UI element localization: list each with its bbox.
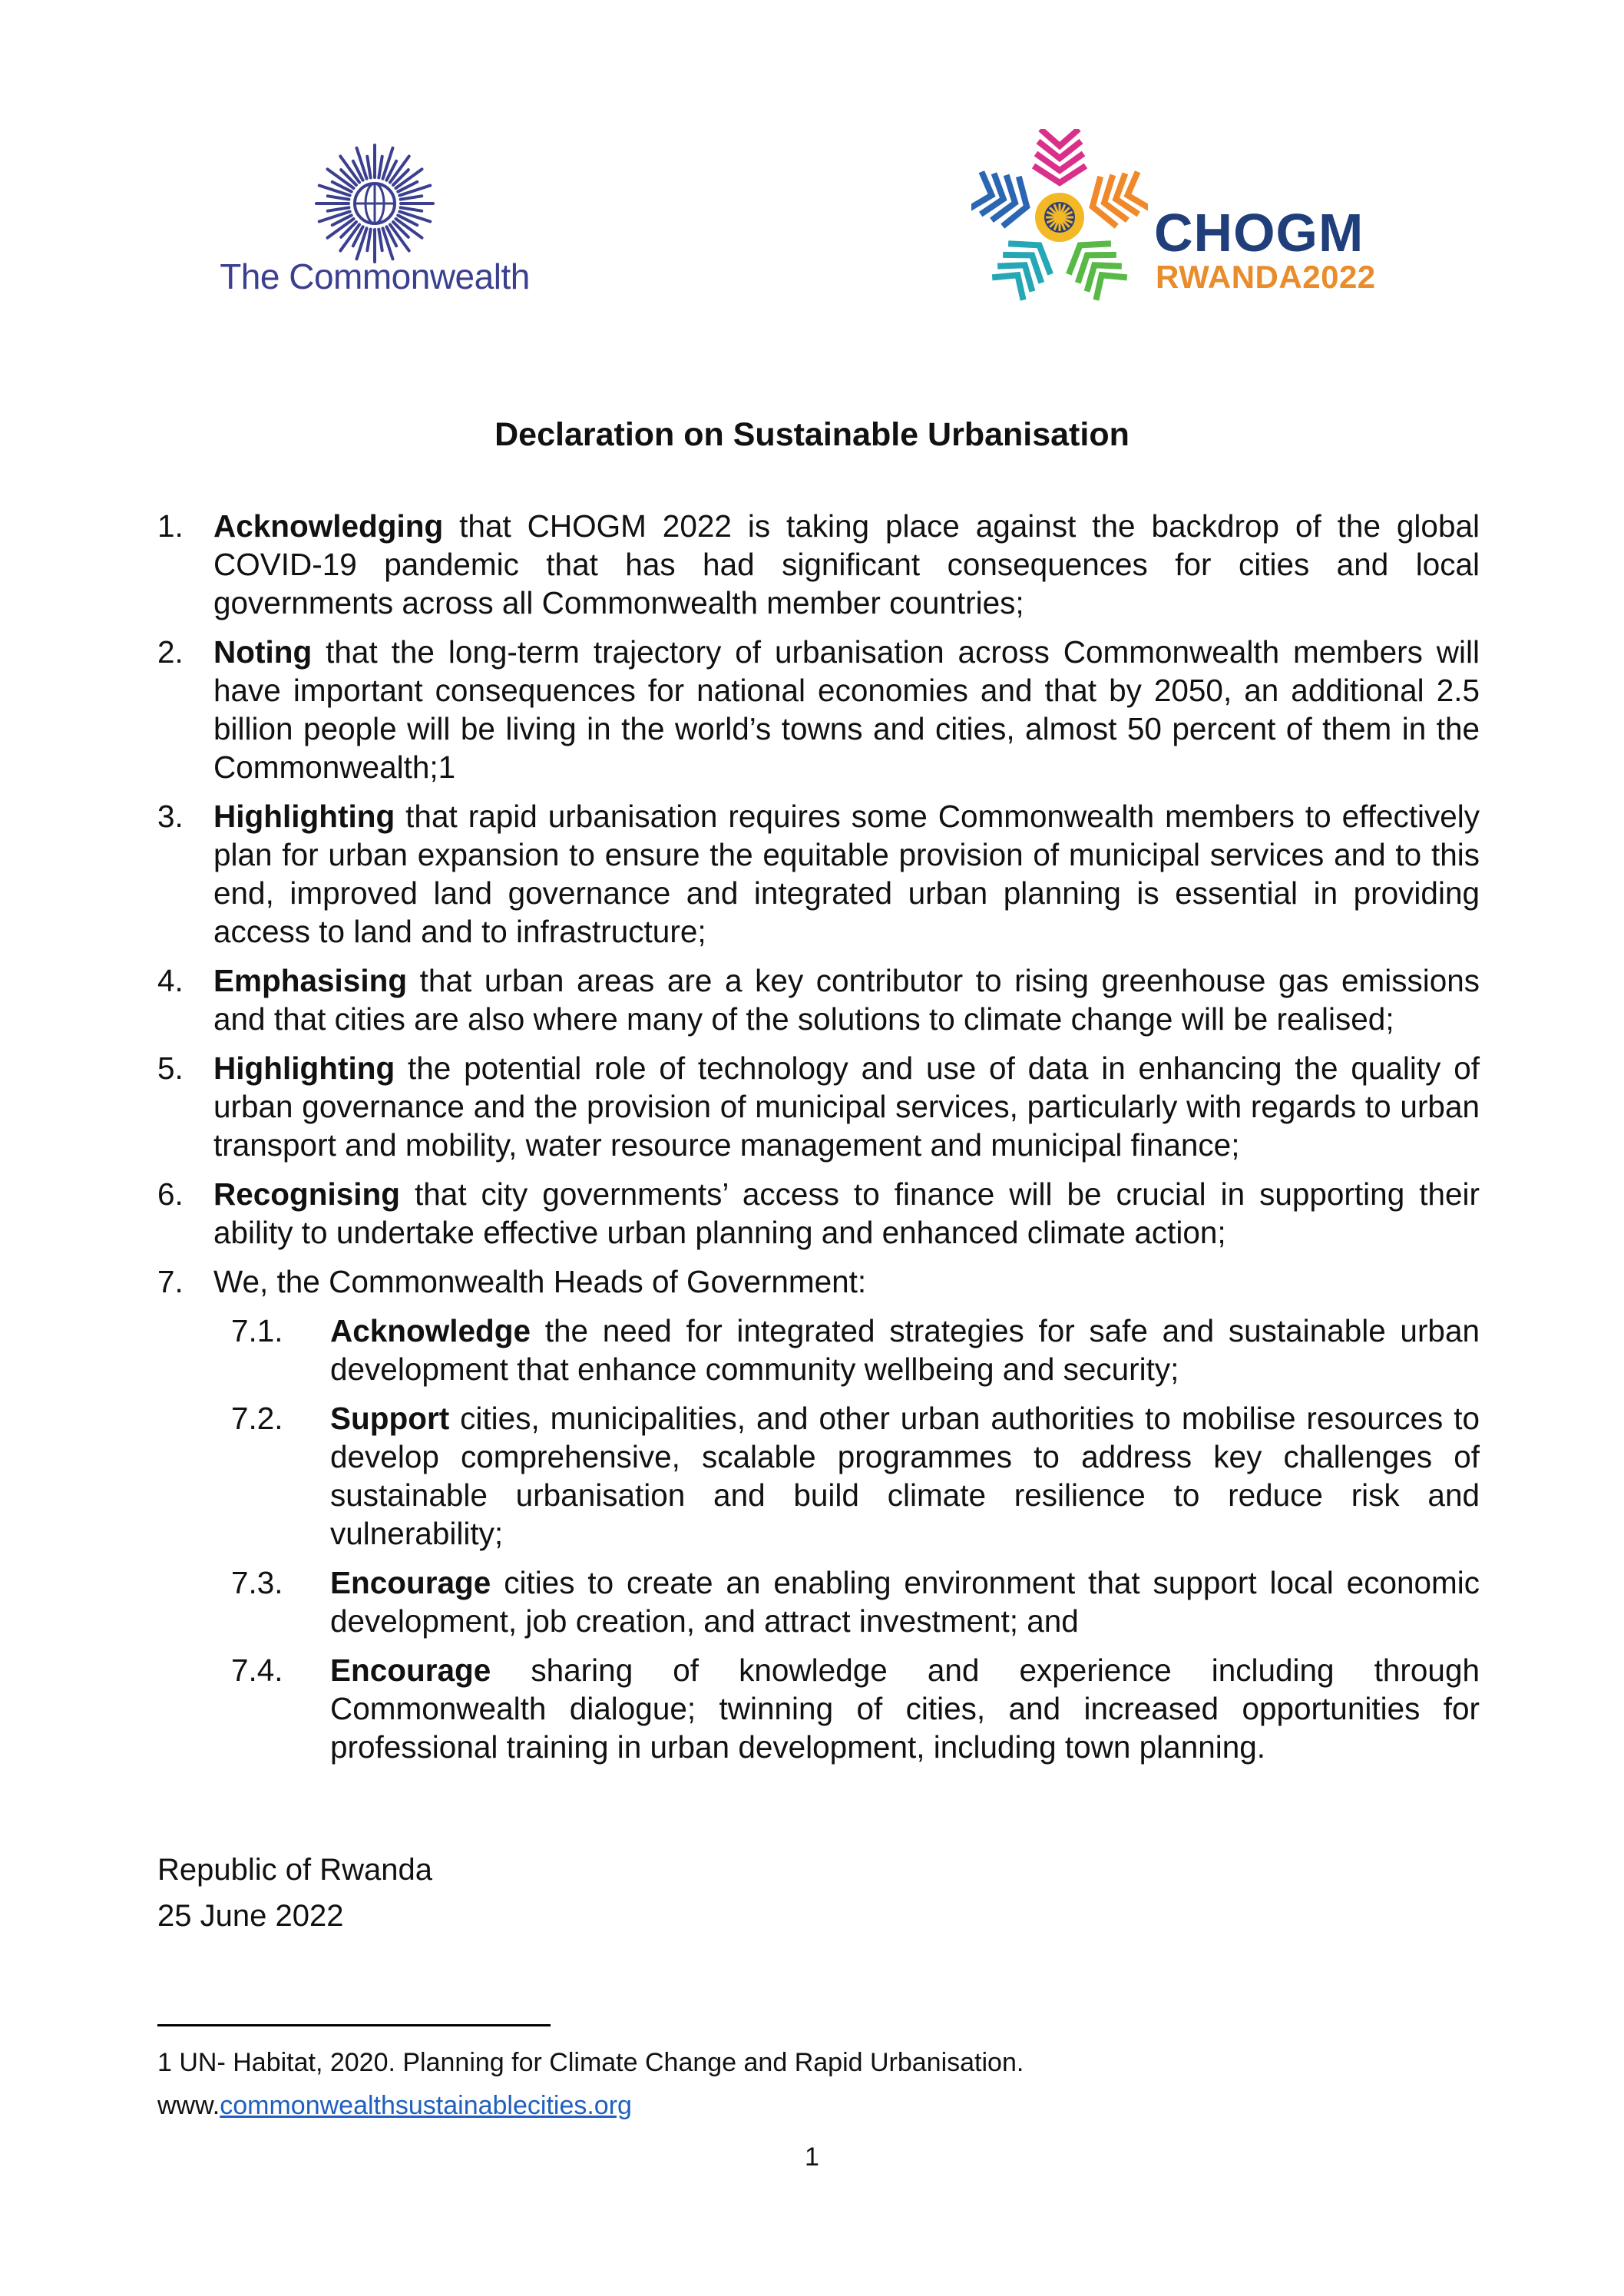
commonwealth-logo-text: The Commonwealth bbox=[220, 256, 530, 296]
item-lead: Highlighting bbox=[213, 799, 395, 834]
item-text: the potential role of technology and use of data in enhancing the quality of urban governance and the provision of municipal services, particularly with regards to urban transport and mobility, water resource management and municipal finance; bbox=[213, 1050, 1480, 1163]
commonwealth-logo bbox=[206, 142, 544, 311]
item-number: 7. bbox=[157, 1264, 184, 1299]
footnote-url bbox=[157, 2084, 1478, 2127]
subitem-lead: Support bbox=[330, 1401, 450, 1436]
item-number: 1. bbox=[157, 508, 184, 544]
signature-block bbox=[157, 1847, 432, 1939]
footnote-divider bbox=[157, 2024, 551, 2026]
item-number: 3. bbox=[157, 799, 184, 834]
subitem-lead: Encourage bbox=[330, 1653, 491, 1688]
chogm-logo bbox=[971, 129, 1401, 306]
list-item bbox=[157, 961, 1480, 1038]
item-lead: Recognising bbox=[213, 1176, 401, 1212]
subitem-text: the need for integrated strategies for safe and sustainable urban development that enhance community wellbeing and security; bbox=[330, 1313, 1480, 1387]
item-lead: Highlighting bbox=[213, 1050, 395, 1086]
item-text: that city governments’ access to finance will be crucial in supporting their ability to undertake effective urban planning and enhanced climate action; bbox=[213, 1176, 1480, 1250]
item-lead: Noting bbox=[213, 634, 313, 670]
item-number: 6. bbox=[157, 1176, 184, 1212]
subitem-text: sharing of knowledge and experience including through Commonwealth dialogue; twinning of cities, and increased opportunities for professional training in urban development, including town planning. bbox=[330, 1653, 1480, 1765]
chogm-star-icon bbox=[971, 129, 1148, 306]
item-text: that CHOGM 2022 is taking place against the backdrop of the global COVID-19 pandemic that has had significant consequences for cities and local governments across all Commonwealth member countries; bbox=[213, 508, 1480, 620]
footnote-url-prefix: www. bbox=[157, 2091, 220, 2120]
sub-list-item bbox=[157, 1399, 1480, 1553]
subitem-number: 7.4. bbox=[231, 1653, 283, 1688]
footnote-text: 1 UN- Habitat, 2020. Planning for Climate Change and Rapid Urbanisation. bbox=[157, 2048, 1024, 2077]
subitem-text: cities to create an enabling environment that support local economic development, job creation, and attract investment; and bbox=[330, 1565, 1480, 1639]
chogm-logo-text: CHOGM bbox=[1154, 203, 1364, 263]
signature-place: Republic of Rwanda bbox=[157, 1853, 432, 1887]
list-item bbox=[157, 1049, 1480, 1164]
declaration-list bbox=[157, 507, 1480, 1777]
signature-date: 25 June 2022 bbox=[157, 1899, 344, 1933]
chogm-logo-subtext: RWANDA2022 bbox=[1156, 259, 1376, 295]
item-text: that the long-term trajectory of urbanisation across Commonwealth members will have important consequences for national economies and that by 2050, an additional 2.5 billion people will be living in the world’s towns and cities, almost 50 percent of them in the Commonwealth;1 bbox=[213, 634, 1480, 785]
item-text: that rapid urbanisation requires some Commonwealth members to effectively plan for urban expansion to ensure the equitable provision of municipal services and to this end, improved land governance and integrated urban planning is essential in providing access to land and to infrastructure; bbox=[213, 799, 1480, 949]
sub-list-item bbox=[157, 1312, 1480, 1388]
list-item bbox=[157, 507, 1480, 622]
item-text: We, the Commonwealth Heads of Government: bbox=[213, 1264, 867, 1299]
item-number: 2. bbox=[157, 634, 184, 670]
item-lead: Emphasising bbox=[213, 963, 408, 998]
subitem-number: 7.3. bbox=[231, 1565, 283, 1600]
footnote bbox=[157, 2041, 1478, 2127]
commonwealth-globe-icon bbox=[313, 142, 436, 265]
list-item bbox=[157, 1175, 1480, 1252]
subitem-number: 7.1. bbox=[231, 1313, 283, 1348]
subitem-lead: Acknowledge bbox=[330, 1313, 531, 1348]
subitem-text: cities, municipalities, and other urban authorities to mobilise resources to develop comprehensive, scalable programmes to address key challenges of sustainable urbanisation and build climate resilience to reduce risk and vulnerability; bbox=[330, 1401, 1480, 1551]
item-number: 5. bbox=[157, 1050, 184, 1086]
page-number: 1 bbox=[805, 2142, 819, 2172]
subitem-number: 7.2. bbox=[231, 1401, 283, 1436]
item-number: 4. bbox=[157, 963, 184, 998]
sub-list-item bbox=[157, 1651, 1480, 1766]
item-lead: Acknowledging bbox=[213, 508, 444, 544]
list-item bbox=[157, 1262, 1480, 1301]
subitem-lead: Encourage bbox=[330, 1565, 491, 1600]
list-item bbox=[157, 633, 1480, 786]
footnote-link[interactable]: commonwealthsustainablecities.org bbox=[220, 2091, 632, 2120]
item-text: that urban areas are a key contributor to rising greenhouse gas emissions and that cities are also where many of the solutions to climate change will be realised; bbox=[213, 963, 1480, 1037]
sub-list-item bbox=[157, 1563, 1480, 1640]
sub-list bbox=[157, 1312, 1480, 1766]
page-title: Declaration on Sustainable Urbanisation bbox=[494, 416, 1130, 453]
list-item bbox=[157, 797, 1480, 951]
